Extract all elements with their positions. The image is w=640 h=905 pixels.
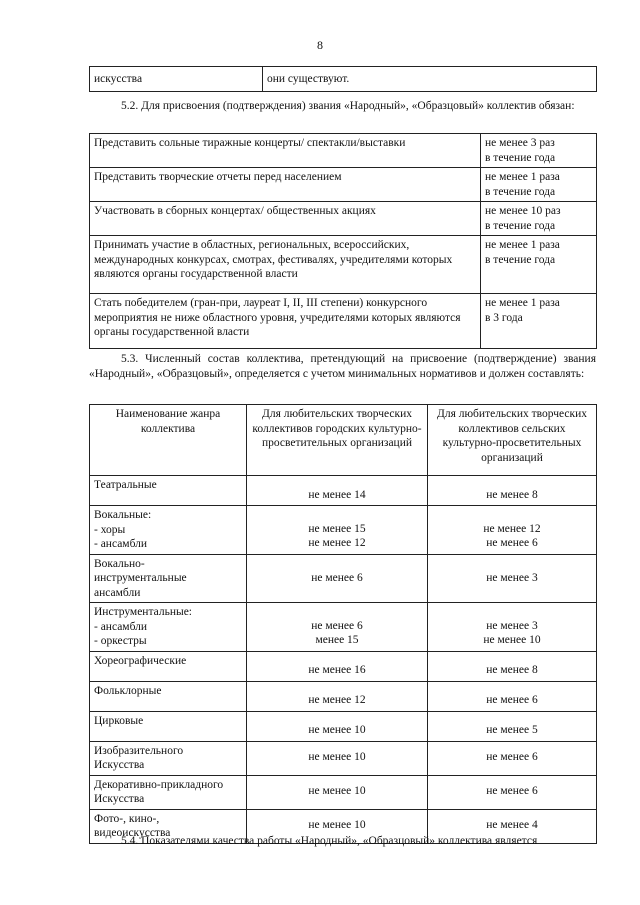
city-value: не менее 12 <box>247 681 428 711</box>
genre-cell: Театральные <box>90 476 247 506</box>
table-row <box>90 603 597 652</box>
obligation-frequency: не менее 1 раза в течение года <box>481 168 597 202</box>
table-row <box>90 775 597 809</box>
rural-value: не менее 5 <box>428 711 597 741</box>
top-table-fragment <box>89 66 597 92</box>
table-row <box>90 651 597 681</box>
city-value: не менее 14 <box>247 476 428 506</box>
obligation-task: Представить сольные тиражные концерты/ спектакли/выставки <box>90 134 481 168</box>
obligation-frequency: не менее 1 раза в течение года <box>481 236 597 294</box>
city-value: не менее 10 <box>247 775 428 809</box>
rural-value: не менее 8 <box>428 651 597 681</box>
genre-cell: Изобразительного Искусства <box>90 741 247 775</box>
genre-cell: Фольклорные <box>90 681 247 711</box>
obligation-task: Принимать участие в областных, региональных, всероссийских, международных конкурсах, смотрах, фестивалях, учредителями которых являются органы государственной власти <box>90 236 481 294</box>
rural-value: не менее 6 <box>428 681 597 711</box>
city-value: не менее 6 менее 15 <box>247 603 428 652</box>
paragraph-5-2 <box>89 99 596 114</box>
paragraph-5-3 <box>89 352 596 381</box>
city-value: не менее 15 не менее 12 <box>247 506 428 555</box>
rural-value: не менее 12 не менее 6 <box>428 506 597 555</box>
obligation-frequency: не менее 3 раз в течение года <box>481 134 597 168</box>
table-row <box>90 134 597 168</box>
top-table-left-cell: искусства <box>90 67 263 92</box>
rural-value: не менее 3 не менее 10 <box>428 603 597 652</box>
obligation-task: Представить творческие отчеты перед населением <box>90 168 481 202</box>
rural-value: не менее 6 <box>428 775 597 809</box>
table-row <box>90 168 597 202</box>
genre-cell: Декоративно-прикладного Искусства <box>90 775 247 809</box>
table-header-row <box>90 405 597 476</box>
table-row <box>90 554 597 603</box>
city-value: не менее 6 <box>247 554 428 603</box>
staff-norms-table <box>89 404 597 844</box>
rural-value: не менее 8 <box>428 476 597 506</box>
page-number: 8 <box>317 38 323 52</box>
city-value: не менее 10 <box>247 809 428 843</box>
obligation-frequency: не менее 1 раза в 3 года <box>481 294 597 349</box>
table-row <box>90 294 597 349</box>
paragraph-5-4 <box>89 834 596 849</box>
rural-value: не менее 6 <box>428 741 597 775</box>
city-value: не менее 16 <box>247 651 428 681</box>
paragraph-5-4-text: 5.4. Показателями качества работы «Народный», «Образцовый» коллектива является <box>121 835 538 847</box>
paragraph-5-2-text: 5.2. Для присвоения (подтверждения) звания «Народный», «Образцовый» коллектив обязан: <box>121 100 575 112</box>
city-value: не менее 10 <box>247 711 428 741</box>
header-city: Для любительских творческих коллективов городских культурно-просветительных организаций <box>247 405 428 476</box>
table-row <box>90 711 597 741</box>
genre-cell: Инструментальные: - ансамбли - оркестры <box>90 603 247 652</box>
paragraph-5-3-text: 5.3. Численный состав коллектива, претендующий на присвоение (подтверждение) звания «Народный», «Образцовый», определяется с учетом минимальных нормативов и должен составлять: <box>89 353 596 380</box>
top-table-right-cell: они существуют. <box>263 67 597 92</box>
header-rural: Для любительских творческих коллективов сельских культурно-просветительных организаций <box>428 405 597 476</box>
table-row <box>90 236 597 294</box>
table-row <box>90 506 597 555</box>
obligation-task: Участвовать в сборных концертах/ общественных акциях <box>90 202 481 236</box>
table-row <box>90 681 597 711</box>
genre-cell: Фото-, кино-, видеоискусства <box>90 809 247 843</box>
rural-value: не менее 4 <box>428 809 597 843</box>
genre-cell: Цирковые <box>90 711 247 741</box>
table-row <box>90 202 597 236</box>
header-genre: Наименование жанра коллектива <box>90 405 247 476</box>
genre-cell: Вокальные: - хоры - ансамбли <box>90 506 247 555</box>
obligation-task: Стать победителем (гран-при, лауреат I, II, III степени) конкурсного мероприятия не ниже областного уровня, учредителями которых являются органы государственной власти <box>90 294 481 349</box>
genre-cell: Вокально- инструментальные ансамбли <box>90 554 247 603</box>
table-row <box>90 741 597 775</box>
table-row <box>90 476 597 506</box>
obligations-table <box>89 133 597 349</box>
city-value: не менее 10 <box>247 741 428 775</box>
rural-value: не менее 3 <box>428 554 597 603</box>
obligation-frequency: не менее 10 раз в течение года <box>481 202 597 236</box>
genre-cell: Хореографические <box>90 651 247 681</box>
